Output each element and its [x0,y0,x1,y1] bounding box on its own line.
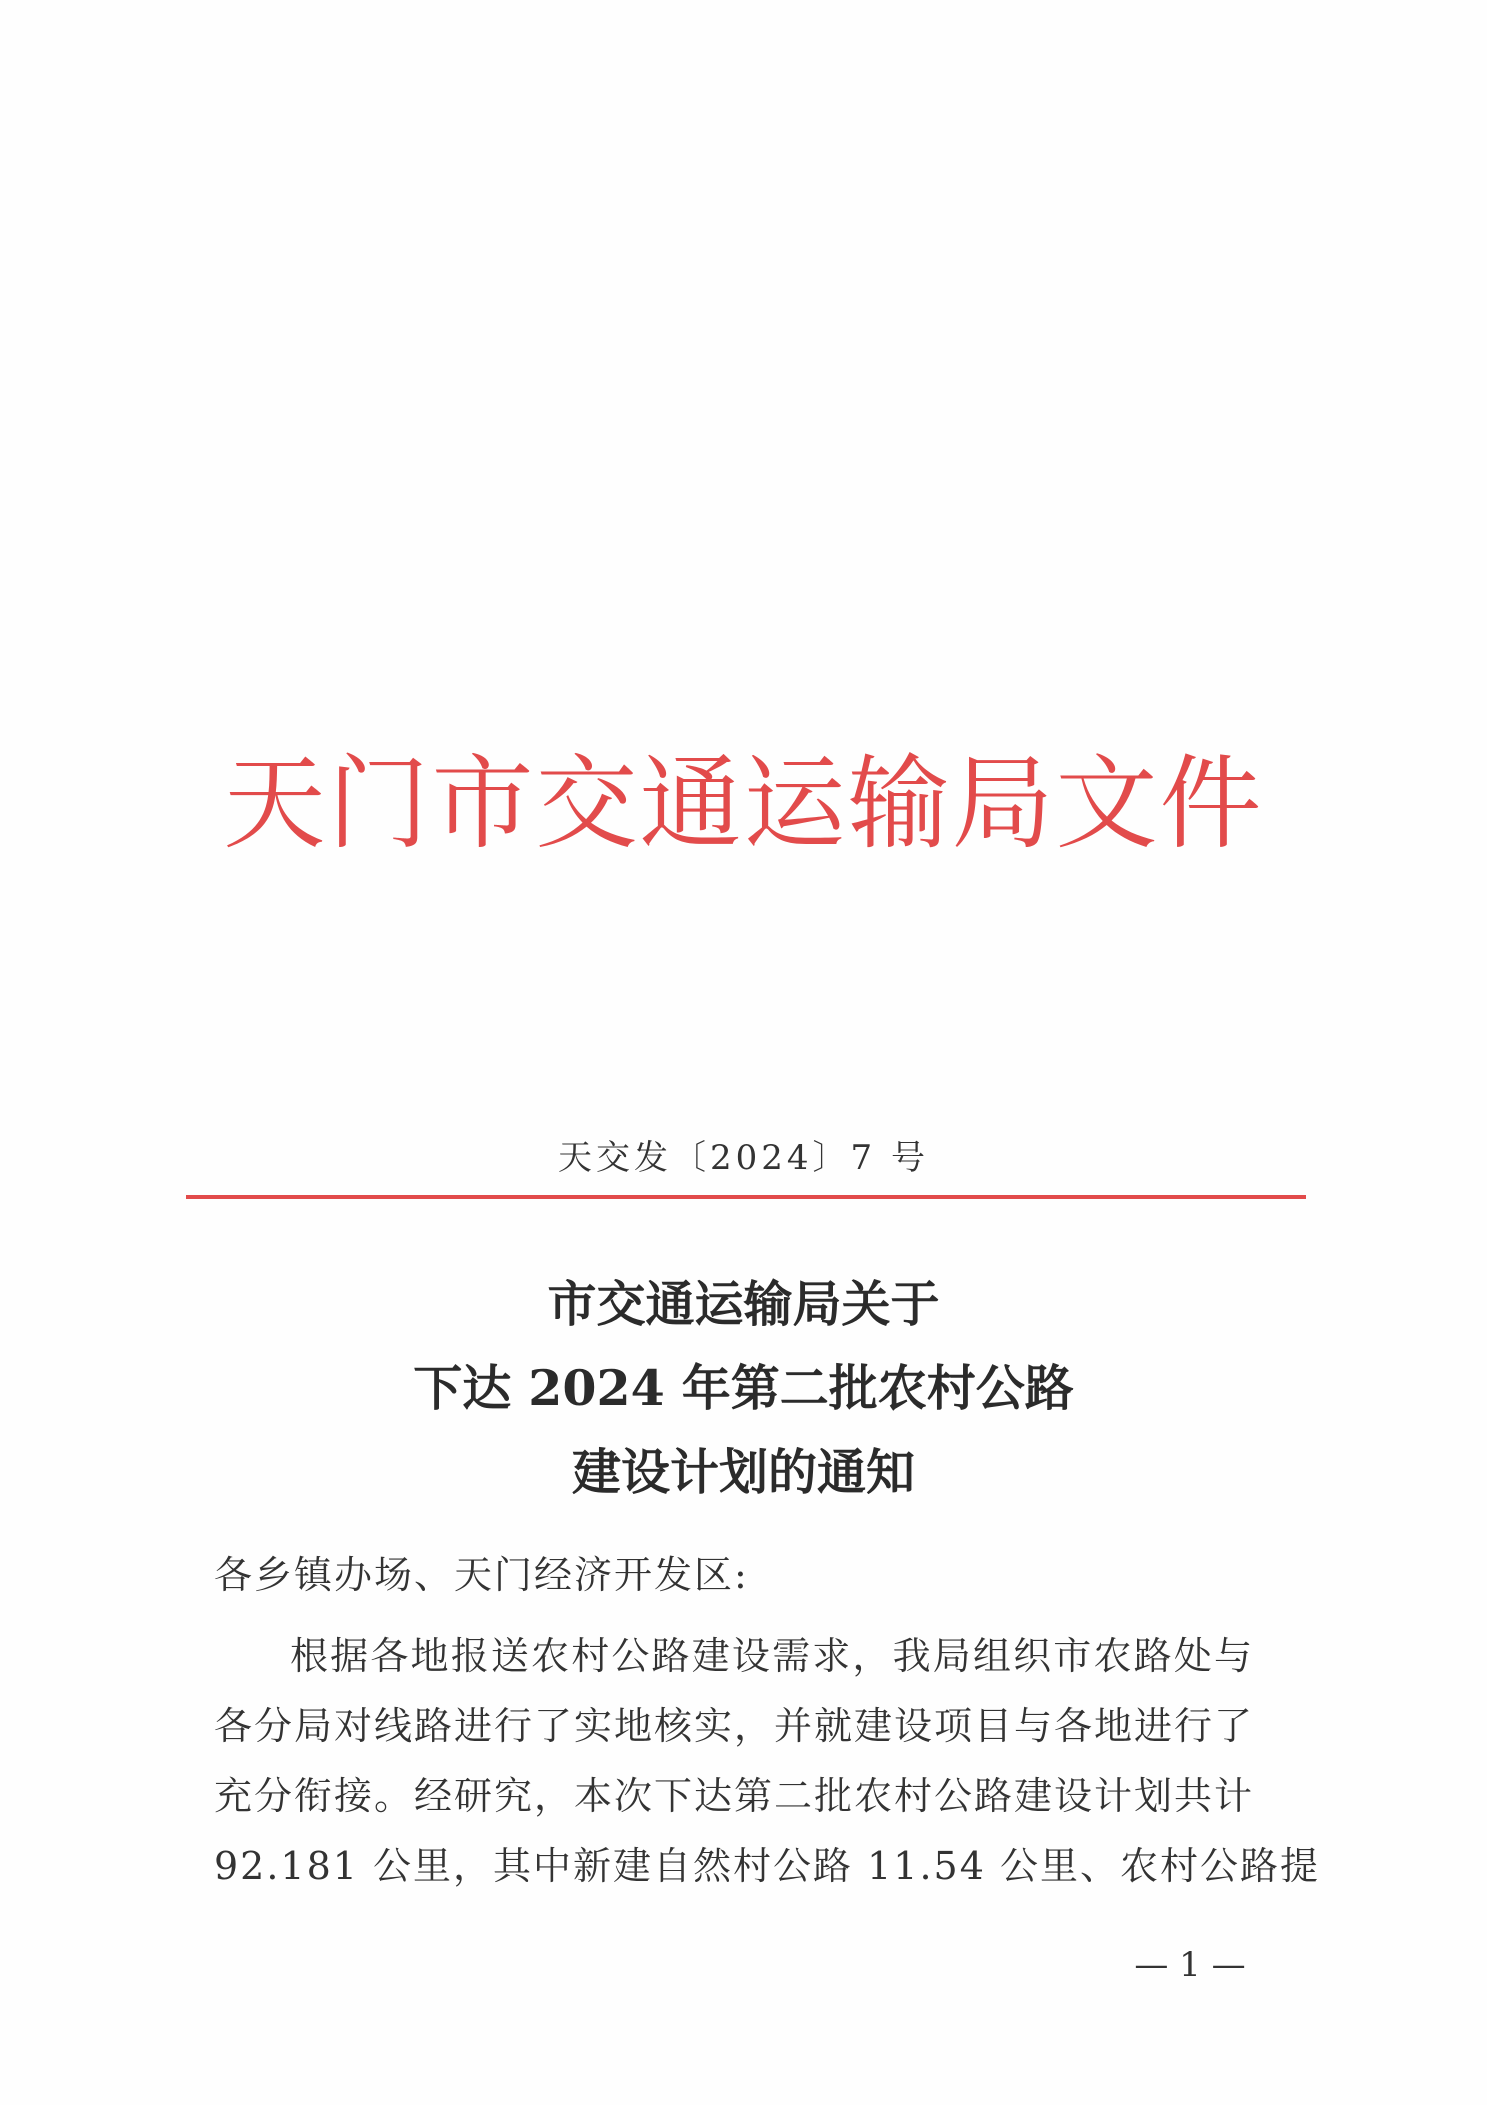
body-line-1: 根据各地报送农村公路建设需求，我局组织市农路处与 [290,1634,1254,1678]
document-number: 天交发〔2024〕7 号 [558,1138,929,1178]
title-line-1: 市交通运输局关于 [547,1275,940,1333]
body-line-2: 各分局对线路进行了实地核实，并就建设项目与各地进行了 [214,1704,1255,1748]
page-number: — 1 — [1134,1945,1246,1985]
body-line-4: 92.181 公里，其中新建自然村公路 11.54 公里、农村公路提 [214,1844,1320,1888]
document-masthead: 天门市交通运输局文件 [223,745,1264,864]
title-line-3: 建设计划的通知 [571,1443,915,1501]
body-line-3: 充分衔接。经研究，本次下达第二批农村公路建设计划共计 [214,1774,1255,1818]
title-line-2: 下达 2024 年第二批农村公路 [413,1359,1074,1417]
salutation: 各乡镇办场、天门经济开发区: [214,1553,749,1597]
red-separator-line [186,1195,1306,1199]
document-title [0,1262,1487,1514]
body-paragraph [214,1621,1320,1901]
